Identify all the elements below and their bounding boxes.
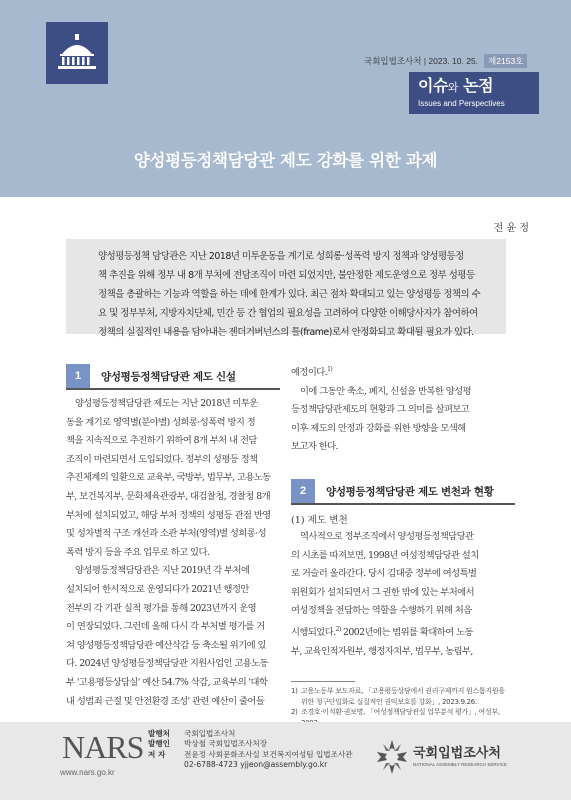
- author-name: 전 윤 정: [493, 223, 529, 234]
- summary-text: 양성평등정책 담당관은 지난 2018년 미투운동을 계기로 성희롱·성폭력 방지 정책과 양성평등정 책 추진을 위해 정부 내 8개 부처에 전담조직이 마련 되었지만, 불안정한 제도운영으로 정부 성평등 정책을 총괄하는 기능과 역할을 하는 데에 한계가 있다. 최근 점차 확대되고 있는 양성평등 정책의 수 요 및 정부부처, 지방자치단체, 민간 등 간 협업의 필요성을 고려하여 다양한 이해당사자가 참여하여 정책의 실질적인 내용을 담아내는 젠더거버넌스의 틀(frame)로서 안정화되고 확대될 필요가 있다.: [98, 251, 481, 338]
- nars-emblem-icon: [377, 740, 407, 774]
- section-underline: [66, 388, 280, 390]
- section-1-heading: [66, 364, 280, 388]
- org-name: 국회입법조사처: [413, 746, 501, 761]
- summary-box: [66, 239, 506, 338]
- section-2-heading: [291, 479, 515, 503]
- section-number: 2: [291, 479, 315, 503]
- section-title: 양성평등정책담당관 제도 신설: [101, 370, 236, 383]
- right-column-intro: 예정이다.$^{1)}$ 이에 그동안 축소, 폐지, 신설을 반복한 양성평 등정책담당관제도의 현황과 그 의미를 살펴보고 이후 제도의 안정과 강화를 위한 방향을 모색해 보고자 한다.: [291, 366, 471, 453]
- series-badge: [409, 72, 539, 114]
- footnote-ref-2: 2): [335, 625, 341, 633]
- assembly-dome-icon: [56, 30, 98, 74]
- section-title: 양성평등정책담당관 제도 변천과 현황: [326, 485, 494, 498]
- subsection-heading: (1) 제도 변천: [291, 515, 348, 526]
- footnote-2: 2) 조경호·이석환·권보명, 「여성정책담당관실 업무분석 평가」, 여성부,: [291, 708, 500, 716]
- header-band: [0, 0, 571, 197]
- footer: [0, 722, 571, 800]
- footnote-1: 1) 고용노동부 보도자료, 「고용평등상담에서 권리구제까지 원스톱지원을 위한 청구단일화로 실질적인 권익보호를 강화」, 2023.9.26.: [291, 687, 505, 706]
- page-title: 양성평등정책담당관 제도 강화를 위한 과제: [133, 151, 438, 170]
- series-title-kr: 이슈와 논점: [418, 76, 494, 95]
- national-assembly-logo: [46, 22, 108, 84]
- section-underline: [291, 503, 515, 505]
- publication-meta: [364, 53, 544, 69]
- issue-number: 제2153호: [484, 54, 527, 68]
- publisher-date: 국회입법조사처 | 2023. 10. 25.: [364, 56, 479, 66]
- contact-info: 02-6788-4723 yjjeon@assembly.go.kr: [184, 760, 328, 770]
- footnote-ref-1: 1): [327, 366, 333, 373]
- section-number: 1: [66, 364, 90, 388]
- nars-logo: NARS: [62, 729, 144, 765]
- org-logo: [377, 736, 517, 782]
- left-column-body: 양성평등정책담당관 제도는 지난 2018년 미투운 동을 계기로 영역별(분야별) 성희롱·성폭력 방지 정 책을 지속적으로 추진하기 위하여 8개 부처 내 전담 조직이 마련되면서 도입되었다. 정부의 성평등 정책 추진체계의 일환으로 교육부, 국방부, 법무부, 고용노동 부, 보건복지부, 문화체육관광부, 대검찰청, 경찰청 8개 부처에 설치되었고, 해당 부처 정책의 성평등 관점 반영 및 성차별적 구조 개선과 소관 부처(영역)별 성희롱·성 폭력 방지 등을 주요 업무로 하고 있다. 양성평등정책담당관은 지난 2019년 각 부처에 설치되어 한시적으로 운영되다가 2021년 행정안 전부의 각 기관 실적 평가를 통해 2023년까지 운영 이 연장되었다. 그런데 올해 다시 각 부처별 평가를 거 쳐 양성평등정책담당관 예산삭감 등 축소될 위기에 있 다. 2024년 양성평등정책담당관 지원사업인 고용노동 부 '고용평등상담실' 예산 54.7% 삭감, 교육부의 '대학 내 성범죄 근절 및 안전환경 조성' 관련 예산이 줄어들: [66, 398, 271, 707]
- org-name-en: NATIONAL ASSEMBLY RESEARCH SERVICE: [413, 762, 508, 767]
- publication-info: 발행처 국회입법조사처 발행인 박상철 국회입법조사처장 저 자 전윤정 사회문화조사실 보건복지여성팀 입법조사관 02-6788-4723 yjjeon@assembly.go.kr: [148, 729, 353, 770]
- right-column-body: 역사적으로 정부조직에서 양성평등정책담당관 의 시초를 따져보면, 1998년 여성정책담당관 설치 로 거슬러 올라간다. 당시 김대중 정부에 여성특별 위원회가 설치되면서 그 권한 밖에 있는 부처에서 여성정책을 전담하는 역할을 수행하기 위해 처음 시행되었다.$^{2)}$ 2002년에는 범위를 확대하여 노동 부, 교육인적자원부, 행정자치부, 법무부, 농림부,: [291, 531, 479, 657]
- series-title-en: Issues and Perspectives: [418, 99, 505, 108]
- website-link[interactable]: www.nars.go.kr: [60, 768, 115, 777]
- footnote-divider: [291, 681, 355, 682]
